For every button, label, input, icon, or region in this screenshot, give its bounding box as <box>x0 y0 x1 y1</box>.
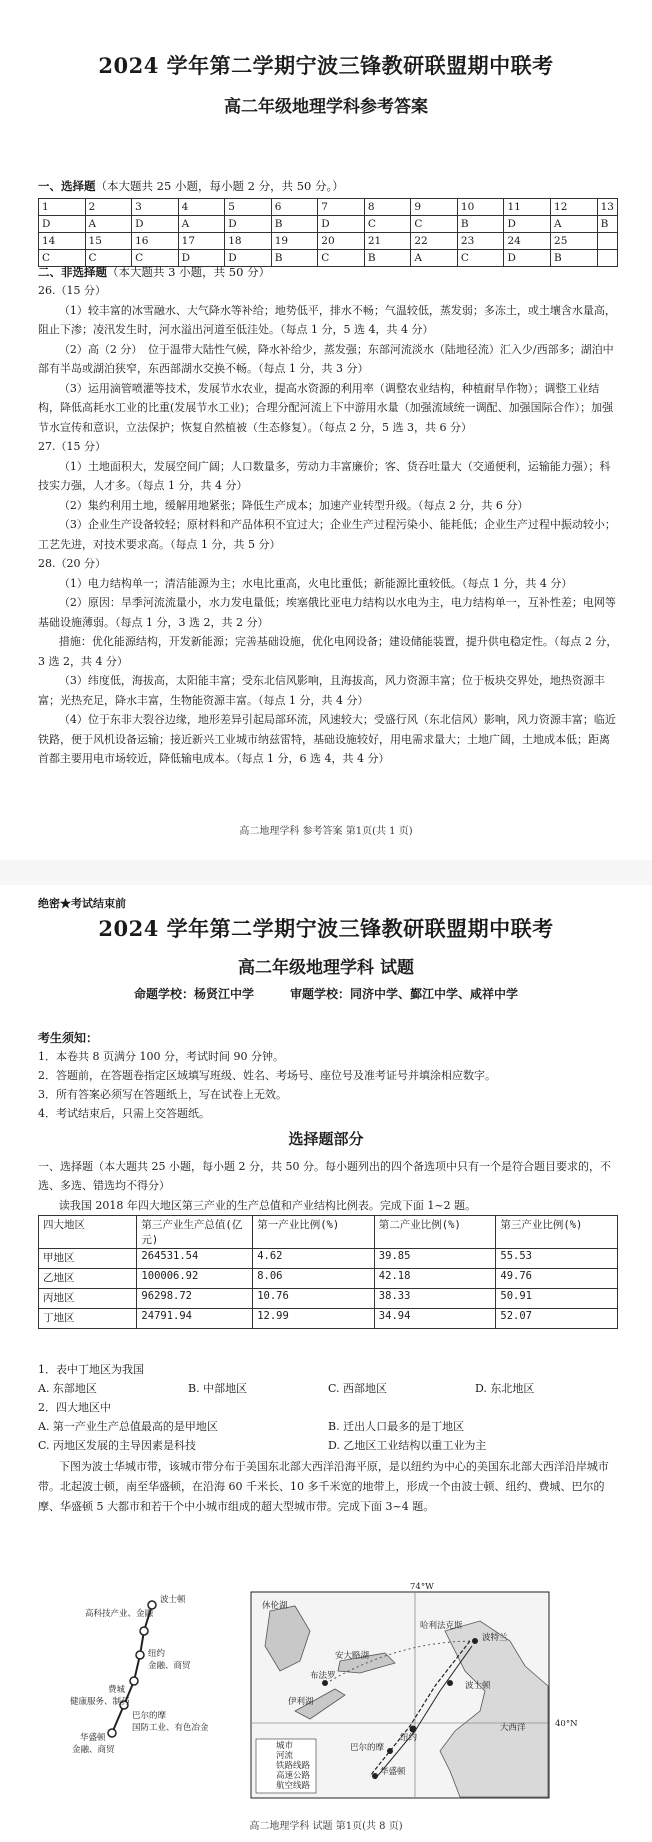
map-portland: 波特兰 <box>482 1633 508 1643</box>
q26-3: （3）运用滴管喷灌等技术，发展节水农业，提高水资源的利用率（调整农业结构，种植耐旱作物）；调整工业结构，降低高耗水工业的比重(发展节水工业)；合理分配河流上下中游用水量（加强流域统一调配、加强国际合作）；加强节水宣传和意识，立法保护；恢复自然植被（生态修复）。（每点 2 分，5 选 3，共 6 分） <box>38 381 614 434</box>
table-caption: 读我国 2018 年四大地区第三产业的生产总值和产业结构比例表。完成下面 1~2 题。 <box>58 1199 477 1212</box>
q28-4: （4）位于东非大裂谷边缘，地形差异引起局部环流，风速较大；受盛行风（东北信风）影响，风力资源丰富；临近铁路，便于风机设备运输；接近新兴工业城市纳兹雷特，基础设施较好，用电需求量大；土地广阔，土地成本低；距离首都主要用电市场较近，降低输电成本。（每点 1 分，6 选 4，共 4 分） <box>38 713 616 765</box>
answer-key-cell: D <box>225 250 272 267</box>
q26-head: 26.（15 分） <box>38 284 106 297</box>
notice-list <box>38 1047 620 1123</box>
exam-footer: 高二地理学科 试题 第1页(共 8 页) <box>249 1821 403 1832</box>
answer-key-cell: 1 <box>39 199 86 216</box>
answer-key-cell: 18 <box>225 233 272 250</box>
notice-item: 2．答题前，在答题卷指定区域填写班级、姓名、考场号、座位号及准考证号并填涂相应数字。 <box>38 1069 496 1082</box>
answer-key-cell: C <box>85 250 132 267</box>
map-ontario: 安大略湖 <box>335 1651 370 1661</box>
industry-cell: 50.91 <box>496 1289 618 1309</box>
city-boston <box>447 1680 453 1686</box>
q1-option-d[interactable]: D. 东北地区 <box>475 1382 535 1395</box>
q28-head: 28.（20 分） <box>38 557 106 570</box>
legend-river: 河流 <box>276 1751 294 1761</box>
chain-label: 健康服务、制药 <box>70 1697 130 1707</box>
instructions: 一、选择题（本大题共 25 小题，每小题 2 分，共 50 分。每小题列出的四个备选项中只有一个是符合题目要求的，不选、多选、错选均不得分） <box>38 1160 611 1192</box>
chain-label: 波士顿 <box>160 1595 186 1605</box>
chain-label: 费城 <box>108 1685 126 1695</box>
chain-node-philadelphia <box>130 1677 138 1685</box>
chain-node-boston <box>148 1601 156 1609</box>
industry-cell: 12.99 <box>253 1309 375 1329</box>
th-secondary: 第二产业比例(%) <box>374 1216 496 1249</box>
industry-cell: 39.85 <box>374 1249 496 1269</box>
answer-key-cell: C <box>364 216 411 233</box>
answer-key-row <box>39 199 618 216</box>
answer-key-cell: 7 <box>318 199 365 216</box>
th-tertiary: 第三产业比例(%) <box>496 1216 618 1249</box>
answer-key-cell: 9 <box>411 199 458 216</box>
answer-footer: 高二地理学科 参考答案 第1页(共 1 页) <box>239 826 413 837</box>
notice-item: 1．本卷共 8 页满分 100 分，考试时间 90 分钟。 <box>38 1050 284 1063</box>
q26-2: （2）高（2 分） 位于温带大陆性气候，降水补给少，蒸发强；东部河流淡水（陆地径流）汇入少/西部多；湖泊中部有半岛或湖泊狭窄，东西部湖水交换不畅。（每点 1 分，共 3 分） <box>38 342 614 375</box>
map-newyork: 纽约 <box>400 1733 418 1743</box>
answer-key-cell: C <box>318 250 365 267</box>
answer-key-row <box>39 216 618 233</box>
answer-key-cell: 6 <box>271 199 318 216</box>
industry-cell: 100006.92 <box>137 1269 253 1289</box>
industry-cell: 丁地区 <box>39 1309 137 1329</box>
answer-key-cell: D <box>318 216 365 233</box>
answer-key-cell: B <box>457 216 504 233</box>
answer-key-cell: 12 <box>551 199 598 216</box>
industry-row <box>39 1249 618 1269</box>
legend-highway: 高速公路 <box>276 1771 311 1781</box>
answer-key-cell: D <box>504 216 551 233</box>
q1-option-b[interactable]: B. 中部地区 <box>188 1382 248 1395</box>
chain-node <box>140 1627 148 1635</box>
th-primary: 第一产业比例(%) <box>253 1216 375 1249</box>
industry-cell: 264531.54 <box>137 1249 253 1269</box>
map-lat-label: 40°N <box>555 1719 578 1729</box>
answer-key-cell: 24 <box>504 233 551 250</box>
answer-key-cell: 20 <box>318 233 365 250</box>
q28-2b: 措施：优化能源结构，开发新能源；完善基础设施，优化电网设备；建设储能装置，提升供电稳定性。（每点 2 分，3 选 2，共 4 分） <box>38 635 618 668</box>
answer-key-cell: 16 <box>132 233 179 250</box>
answer-key-cell: C <box>457 250 504 267</box>
answer-key-cell: B <box>597 216 617 233</box>
map-boston: 波士顿 <box>465 1681 491 1691</box>
map-ocean: 大西洋 <box>500 1723 526 1733</box>
industry-row <box>39 1269 618 1289</box>
map-halifax: 哈利法克斯 <box>420 1621 463 1631</box>
city-newyork <box>410 1726 417 1733</box>
chain-label: 高科技产业、金融 <box>85 1609 154 1619</box>
q27-1: （1）土地面积大，发展空间广阔；人口数量多，劳动力丰富廉价；客、货吞吐量大（交通便利，运输能力强）；科技实力强，人才多。（每点 1 分，共 4 分） <box>38 459 611 492</box>
answers-body <box>38 281 620 769</box>
answer-subtitle: 高二年级地理学科参考答案 <box>224 97 428 117</box>
industry-cell: 丙地区 <box>39 1289 137 1309</box>
chain-label: 纽约 <box>148 1649 166 1659</box>
chain-node-washington <box>108 1729 116 1737</box>
exam-subtitle: 高二年级地理学科 试题 <box>238 958 414 978</box>
industry-cell: 49.76 <box>496 1269 618 1289</box>
answer-key-cell: A <box>85 216 132 233</box>
answer-title: 2024 学年第二学期宁波三锋教研联盟期中联考 <box>98 53 554 78</box>
chain-label: 金融、商贸 <box>148 1661 191 1671</box>
th-gdp: 第三产业生产总值(亿元) <box>137 1216 253 1249</box>
city-portland <box>472 1638 478 1644</box>
answer-key-cell: D <box>39 216 86 233</box>
legend-city: 城市 <box>276 1741 294 1751</box>
answer-key-cell: C <box>411 216 458 233</box>
q2-option-b[interactable]: B. 迁出人口最多的是丁地区 <box>328 1420 465 1433</box>
q28-2: （2）原因：旱季河流流量小，水力发电量低；埃塞俄比亚电力结构以水电为主，电力结构单一，互补性差；电网等基础设施薄弱。（每点 1 分，3 选 2，共 2 分） <box>38 596 616 629</box>
section2-heading: 二、非选择题（本大题共 3 小题，共 50 分） <box>38 265 271 279</box>
industry-cell: 52.07 <box>496 1309 618 1329</box>
answer-key-cell: 22 <box>411 233 458 250</box>
answer-key-cell: 10 <box>457 199 504 216</box>
map-lon-label: 74°W <box>410 1582 434 1592</box>
answer-key-cell: C <box>132 250 179 267</box>
city-washington <box>372 1773 378 1779</box>
industry-table <box>38 1215 618 1329</box>
industry-cell: 38.33 <box>374 1289 496 1309</box>
passage: 下图为波士华城市带，该城市带分布于美国东北部大西洋沿海平原，是以纽约为中心的美国东北部大西洋沿岸城市带。北起波士顿，南至华盛顿，在沿海 60 千米长、10 多千米宽的地带上，形成一个由波士顿、纽约、费城、巴尔的摩、华盛顿 5 大都市和若干个中小城市组成的超大型城市带。完成下面 3~4 题。 <box>38 1460 609 1513</box>
answer-key-cell: 15 <box>85 233 132 250</box>
map-baltimore: 巴尔的摩 <box>350 1743 385 1753</box>
industry-cell: 10.76 <box>253 1289 375 1309</box>
notice-heading: 考生须知： <box>38 1031 99 1045</box>
industry-cell: 乙地区 <box>39 1269 137 1289</box>
map-washington: 华盛顿 <box>380 1767 406 1777</box>
th-region: 四大地区 <box>39 1216 137 1249</box>
industry-cell: 55.53 <box>496 1249 618 1269</box>
answer-key-cell: 17 <box>178 233 225 250</box>
q2-option-c[interactable]: C. 丙地区发展的主导因素是科技 <box>38 1439 197 1452</box>
notice-item: 3．所有答案必须写在答题纸上，写在试卷上无效。 <box>38 1088 287 1101</box>
answer-key-cell: B <box>271 216 318 233</box>
chain-node-newyork <box>136 1651 144 1659</box>
answer-key-cell: D <box>504 250 551 267</box>
map-erie: 伊利湖 <box>288 1697 314 1707</box>
answer-key-cell <box>597 250 617 267</box>
answer-key-cell: 19 <box>271 233 318 250</box>
answer-key-cell: 8 <box>364 199 411 216</box>
chain-label: 金融、商贸 <box>72 1745 115 1755</box>
answer-key-cell: B <box>364 250 411 267</box>
answer-key-cell: 13 <box>597 199 617 216</box>
q1-stem: 1．表中丁地区为我国 <box>38 1363 144 1376</box>
q27-head: 27.（15 分） <box>38 440 106 453</box>
industry-cell: 34.94 <box>374 1309 496 1329</box>
answer-key-cell: 21 <box>364 233 411 250</box>
answer-key-cell: D <box>132 216 179 233</box>
industry-row <box>39 1309 618 1329</box>
answer-key-cell: 2 <box>85 199 132 216</box>
q28-3: （3）纬度低，海拔高，太阳能丰富；受东北信风影响，且海拔高，风力资源丰富；位于板块交界处，地热资源丰富；光热充足，降水丰富，生物能资源丰富。（每点 1 分，共 4 分） <box>38 674 605 707</box>
answer-key-cell: D <box>178 250 225 267</box>
answer-page <box>0 0 652 860</box>
answer-key-cell: A <box>178 216 225 233</box>
legend-air: 航空线路 <box>276 1781 311 1791</box>
secret-mark: 绝密★考试结束前 <box>38 897 126 910</box>
chain-label: 华盛顿 <box>80 1733 106 1743</box>
legend-rail: 铁路线路 <box>276 1761 311 1771</box>
q1-option-a[interactable]: A. 东部地区 <box>38 1382 97 1395</box>
q27-2: （2）集约利用土地，缓解用地紧张；降低生产成本；加速产业转型升级。（每点 2 分，共 6 分） <box>58 498 529 512</box>
answer-key-cell: A <box>411 250 458 267</box>
answer-key-cell: D <box>225 216 272 233</box>
map-buffalo: 布法罗 <box>310 1671 336 1681</box>
answer-key-cell: C <box>39 250 86 267</box>
answer-key-cell: 11 <box>504 199 551 216</box>
answer-key-cell: B <box>271 250 318 267</box>
answer-key-cell: 25 <box>551 233 598 250</box>
industry-cell: 甲地区 <box>39 1249 137 1269</box>
answer-key-cell <box>597 233 617 250</box>
industry-cell: 42.18 <box>374 1269 496 1289</box>
industry-row <box>39 1289 618 1309</box>
q27-3: （3）企业生产设备较轻；原材料和产品体积不宜过大；企业生产过程污染小、能耗低；企业生产过程中振动较小；工艺先进，对技术要求高。（每点 1 分，共 5 分） <box>38 518 616 551</box>
map-huron: 休伦湖 <box>262 1601 288 1611</box>
answer-key-cell: A <box>551 216 598 233</box>
part-title: 选择题部分 <box>288 1130 364 1148</box>
chain-label: 巴尔的摩 <box>132 1711 167 1721</box>
city-philadelphia <box>387 1748 393 1754</box>
q26-1: （1）较丰富的冰雪融水、大气降水等补给；地势低平，排水不畅；气温较低，蒸发弱；多冻土，或土壤含水量高，阻止下渗；凌汛发生时，河水溢出河道至低洼处。（每点 1 分，5 选 4，共 4 分） <box>38 303 616 336</box>
q2-option-d[interactable]: D. 乙地区工业结构以重工业为主 <box>328 1439 487 1452</box>
industry-cell: 24791.94 <box>137 1309 253 1329</box>
answer-key-cell: 23 <box>457 233 504 250</box>
industry-cell: 96298.72 <box>137 1289 253 1309</box>
chain-label: 国防工业、有色冶金 <box>132 1723 209 1733</box>
answer-key-table <box>38 198 618 267</box>
answer-key-cell: 3 <box>132 199 179 216</box>
answer-key-cell: 5 <box>225 199 272 216</box>
q28-1: （1）电力结构单一；清洁能源为主；水电比重高，火电比重低；新能源比重较低。（每点 1 分，共 4 分） <box>58 576 573 590</box>
industry-cell: 4.62 <box>253 1249 375 1269</box>
q2-stem: 2．四大地区中 <box>38 1401 111 1414</box>
industry-cell: 8.06 <box>253 1269 375 1289</box>
section1-heading: 一、选择题（本大题共 25 小题，每小题 2 分，共 50 分。） <box>38 179 344 193</box>
q1-option-c[interactable]: C. 西部地区 <box>328 1382 388 1395</box>
answer-key-cell: B <box>551 250 598 267</box>
exam-schools: 命题学校：杨贤江中学 审题学校：同济中学、鄞江中学、咸祥中学 <box>133 987 518 1001</box>
exam-page <box>0 885 652 1842</box>
answer-key-cell: 14 <box>39 233 86 250</box>
exam-title: 2024 学年第二学期宁波三锋教研联盟期中联考 <box>98 916 554 941</box>
page-gap <box>0 860 652 885</box>
q2-option-a[interactable]: A. 第一产业生产总值最高的是甲地区 <box>38 1420 218 1433</box>
notice-item: 4．考试结束后，只需上交答题纸。 <box>38 1107 210 1120</box>
answer-key-row <box>39 233 618 250</box>
answer-key-cell: 4 <box>178 199 225 216</box>
